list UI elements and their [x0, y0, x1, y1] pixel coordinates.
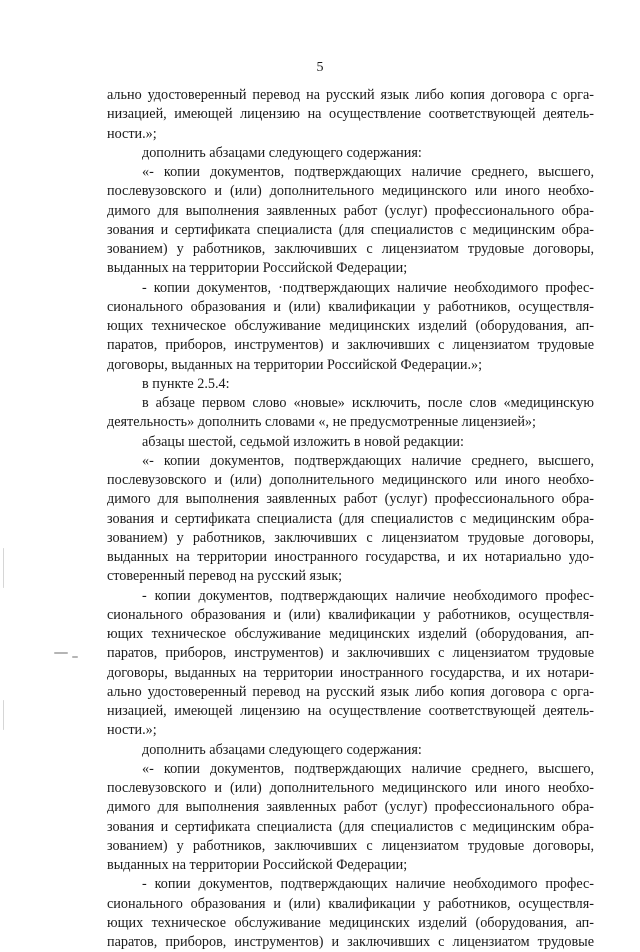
- text-line: димого для выполнения заявленных работ (услуг) профессионального обра-: [107, 202, 594, 219]
- text-line: паратов, приборов, инструментов) и заключивших с лицензиатом трудовые: [107, 337, 594, 354]
- text-line: зованием) у работников, заключивших с лицензиатом трудовые договоры,: [107, 529, 594, 546]
- text-line: договоры, выданных на территории иностранного государства, и их нотари-: [107, 664, 594, 681]
- text-line: дополнить абзацами следующего содержания:: [142, 144, 422, 161]
- text-line: стоверенный перевод на русский язык;: [107, 568, 343, 585]
- text-line: выданных на территории Российской Федерации;: [107, 260, 408, 277]
- document-body: [107, 86, 594, 952]
- text-line: димого для выполнения заявленных работ (услуг) профессионального обра-: [107, 799, 594, 816]
- scan-speck: [72, 656, 78, 658]
- text-line: ности.»;: [107, 125, 157, 142]
- text-line: дополнить абзацами следующего содержания:: [142, 741, 422, 758]
- text-line: абзацы шестой, седьмой изложить в новой редакции:: [142, 433, 464, 450]
- text-line: «- копии документов, подтверждающих наличие среднего, высшего,: [142, 452, 594, 469]
- text-line: сионального образования и (или) квалификации у работников, осуществля-: [107, 895, 594, 912]
- text-line: - копии документов, ·подтверждающих наличие необходимого профес-: [142, 279, 594, 296]
- text-line: в пункте 2.5.4:: [142, 375, 230, 392]
- text-line: зования и сертификата специалиста (для специалистов с медицинским обра-: [107, 818, 594, 835]
- page-number: 5: [316, 60, 324, 75]
- text-line: паратов, приборов, инструментов) и заключивших с лицензиатом трудовые: [107, 934, 594, 950]
- text-line: зованием) у работников, заключивших с лицензиатом трудовые договоры,: [107, 241, 594, 257]
- text-line: ально удостоверенный перевод на русский язык либо копия договора с орга-: [107, 683, 594, 700]
- text-line: паратов, приборов, инструментов) и заключивших с лицензиатом трудовые: [107, 645, 594, 662]
- text-line: низацией, имеющей лицензию на осуществление соответствующей деятель-: [107, 703, 594, 719]
- text-line: ности.»;: [107, 722, 157, 739]
- text-line: выданных на территории Российской Федерации;: [107, 857, 408, 873]
- text-line: послевузовского и (или) дополнительного медицинского или иного необхо-: [107, 780, 594, 796]
- scan-speck: [3, 700, 4, 730]
- text-line: сионального образования и (или) квалификации у работников, осуществля-: [107, 606, 594, 623]
- text-line: зования и сертификата специалиста (для специалистов с медицинским обра-: [107, 221, 594, 238]
- text-line: зования и сертификата специалиста (для специалистов с медицинским обра-: [107, 510, 594, 527]
- scan-speck: [3, 548, 4, 588]
- text-line: низацией, имеющей лицензию на осуществление соответствующей деятель-: [107, 106, 594, 123]
- text-line: выданных на территории иностранного государства, и их нотариально удо-: [107, 549, 594, 565]
- text-line: ально удостоверенный перевод на русский язык либо копия договора с орга-: [107, 87, 594, 103]
- text-line: «- копии документов, подтверждающих наличие среднего, высшего,: [142, 760, 594, 777]
- text-line: сионального образования и (или) квалификации у работников, осуществля-: [107, 298, 594, 315]
- text-line: ющих техническое обслуживание медицинских изделий (оборудования, ап-: [107, 914, 594, 931]
- text-line: деятельность» дополнить словами «, не предусмотренные лицензией»;: [107, 414, 536, 431]
- text-line: в абзаце первом слово «новые» исключить, после слов «медицинскую: [142, 395, 594, 411]
- text-line: послевузовского и (или) дополнительного медицинского или иного необхо-: [107, 183, 594, 200]
- scan-speck: [54, 652, 68, 654]
- text-line: - копии документов, подтверждающих наличие необходимого профес-: [142, 876, 594, 893]
- text-line: ющих техническое обслуживание медицинских изделий (оборудования, ап-: [107, 318, 594, 334]
- text-line: договоры, выданных на территории Российской Федерации.»;: [107, 356, 483, 373]
- text-line: зованием) у работников, заключивших с лицензиатом трудовые договоры,: [107, 837, 594, 854]
- text-line: ющих техническое обслуживание медицинских изделий (оборудования, ап-: [107, 626, 594, 642]
- text-line: - копии документов, подтверждающих наличие необходимого профес-: [142, 587, 594, 604]
- text-line: «- копии документов, подтверждающих наличие среднего, высшего,: [142, 164, 594, 180]
- text-line: димого для выполнения заявленных работ (услуг) профессионального обра-: [107, 491, 594, 508]
- text-line: послевузовского и (или) дополнительного медицинского или иного необхо-: [107, 472, 594, 488]
